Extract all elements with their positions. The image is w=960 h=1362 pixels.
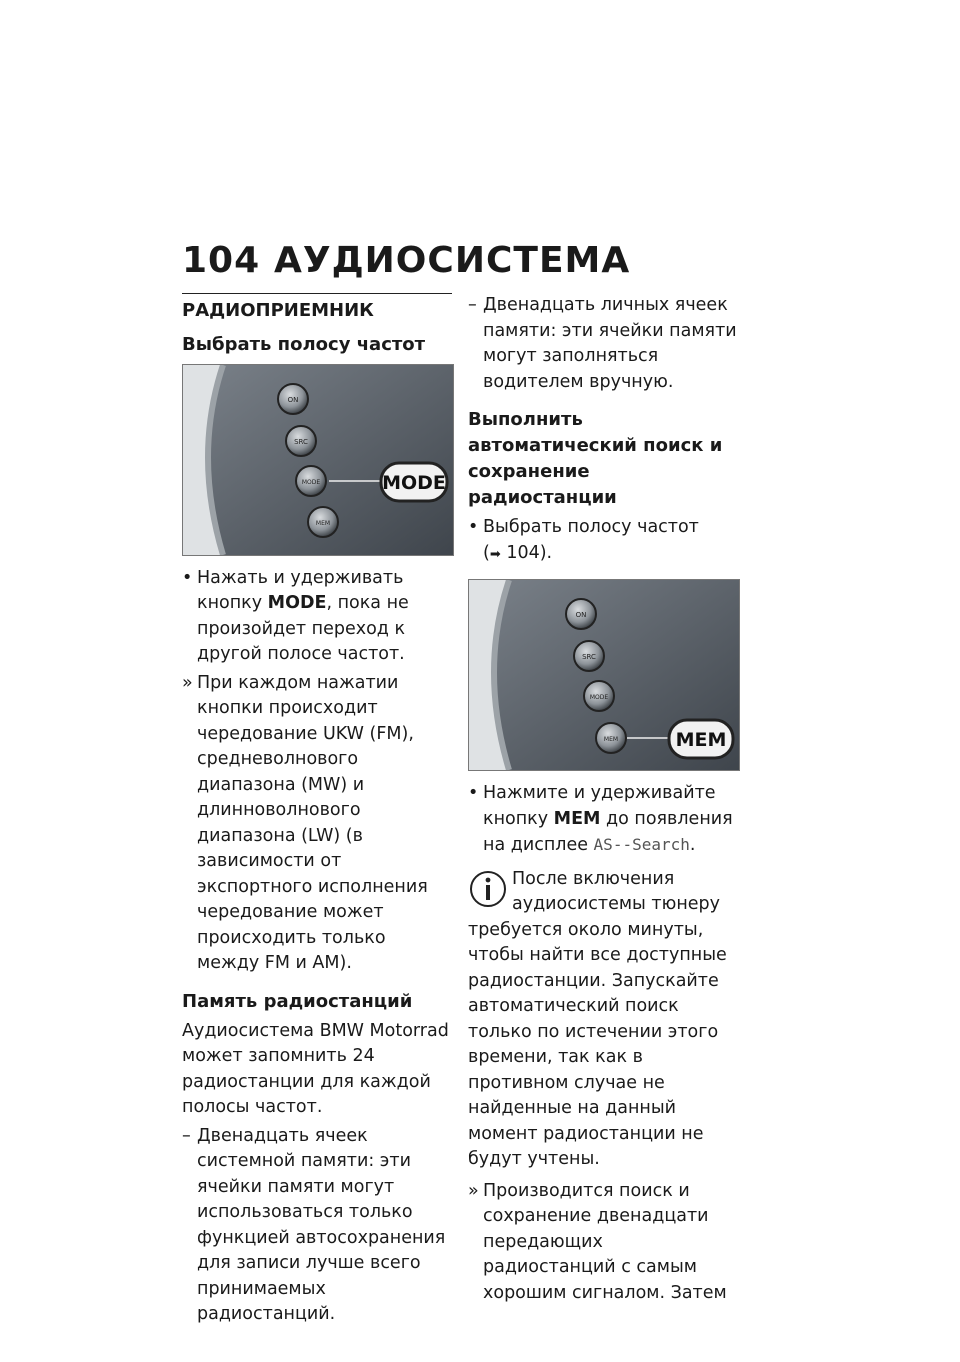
bullet-dot-icon: • xyxy=(182,567,193,588)
figure-mem-button xyxy=(468,579,740,771)
bullet2-text: Выбрать полосу частот xyxy=(483,517,699,537)
bullet1-text-post: , пока не произойдет переход к другой полосе частот. xyxy=(197,593,409,664)
fig2-btn-src: SRC xyxy=(582,653,596,661)
result-band-cycle xyxy=(182,671,452,977)
bullet3-text-pre: Нажмите и удерживайте кнопку xyxy=(483,783,716,829)
dash-system-memory xyxy=(182,1124,452,1328)
page-header xyxy=(182,240,630,281)
page-title: АУДИОСИСТЕМА xyxy=(274,240,631,281)
fig1-callout: MODE xyxy=(382,471,446,494)
dash-personal-memory xyxy=(468,293,738,395)
page-ref-arrow-icon: ➡ xyxy=(489,546,501,562)
fig2-btn-on: ON xyxy=(575,611,587,619)
fig1-btn-on: ON xyxy=(287,395,299,404)
bullet-hold-mem xyxy=(468,781,738,859)
fig1-btn-mem: MEM xyxy=(315,519,331,527)
heading-auto-search: Выполнить автоматический поиск и сохранение радиостанции xyxy=(468,409,723,508)
fig1-btn-mode: MODE xyxy=(301,478,321,486)
dash-icon: – xyxy=(182,1125,191,1146)
figure-mode-button xyxy=(182,364,454,556)
bullet-dot-icon: • xyxy=(468,783,479,803)
dash1-text: Двенадцать ячеек системной памяти: эти ячейки памяти могут использоваться только функцией автосохранения для записи лучше всего принимаемых радиостанций. xyxy=(197,1125,446,1324)
info-note xyxy=(468,867,738,1173)
bullet1-key: MODE xyxy=(267,593,327,613)
control-panel-illustration xyxy=(469,580,739,770)
result-arrow-icon: » xyxy=(468,1180,479,1201)
fig2-btn-mem: MEM xyxy=(603,736,619,743)
bullet3-text-post: . xyxy=(689,835,696,855)
result1-text: При каждом нажатии кнопки происходит чередование UKW (FM), средневолнового диапазона (MW) и длинноволнового диапазона (LW) (в зависимости от экспортного исполнения чередование может происходить только между FM и AM). xyxy=(197,672,428,973)
heading-select-band: Выбрать полосу частот xyxy=(182,333,426,355)
note-text-first: После включения аудиосистемы тюнеру xyxy=(512,868,721,914)
result2-text: Производится поиск и сохранение двенадцати передающих радиостанций с самым хорошим сигналом. Затем xyxy=(483,1180,727,1303)
note-text-rest: требуется около минуты, чтобы найти все доступные радиостанции. Запускайте автоматический поиск только по истечении этого времени, так как в противном случае не найденные на данный момент радиостанции не будут учтены. xyxy=(468,919,727,1169)
bullet3-key: MEM xyxy=(553,808,601,829)
dash2-text: Двенадцать личных ячеек памяти: эти ячейки памяти могут заполняться водителем вручную. xyxy=(483,295,737,392)
page-number: 104 xyxy=(182,240,261,281)
bullet2-ref: 104). xyxy=(506,542,553,563)
bullet1-text-pre: Нажать и удерживать кнопку xyxy=(197,567,404,613)
left-column xyxy=(182,293,452,1331)
display-readout: AS--Search xyxy=(593,835,690,854)
bullet3-text-mid: до появления на дисплее xyxy=(483,808,733,855)
dash-icon: – xyxy=(468,295,477,315)
fig2-callout: MEM xyxy=(675,729,727,751)
right-column xyxy=(468,293,738,1309)
fig1-btn-src: SRC xyxy=(294,437,308,446)
info-icon xyxy=(468,869,508,909)
result-arrow-icon: » xyxy=(182,672,193,693)
section-title: РАДИОПРИЕМНИК xyxy=(182,293,452,324)
memory-paragraph: Аудиосистема BMW Motorrad может запомнить 24 радиостанции для каждой полосы частот. xyxy=(182,1020,449,1117)
fig2-btn-mode: MODE xyxy=(589,694,609,701)
result-auto-store xyxy=(468,1179,738,1307)
heading-station-memory: Память радиостанций xyxy=(182,990,413,1012)
bullet-hold-mode xyxy=(182,566,452,668)
bullet-dot-icon: • xyxy=(468,517,479,537)
bullet-select-band: • Выбрать полосу частот (➡ 104). xyxy=(468,517,699,563)
control-panel-illustration xyxy=(183,365,453,555)
